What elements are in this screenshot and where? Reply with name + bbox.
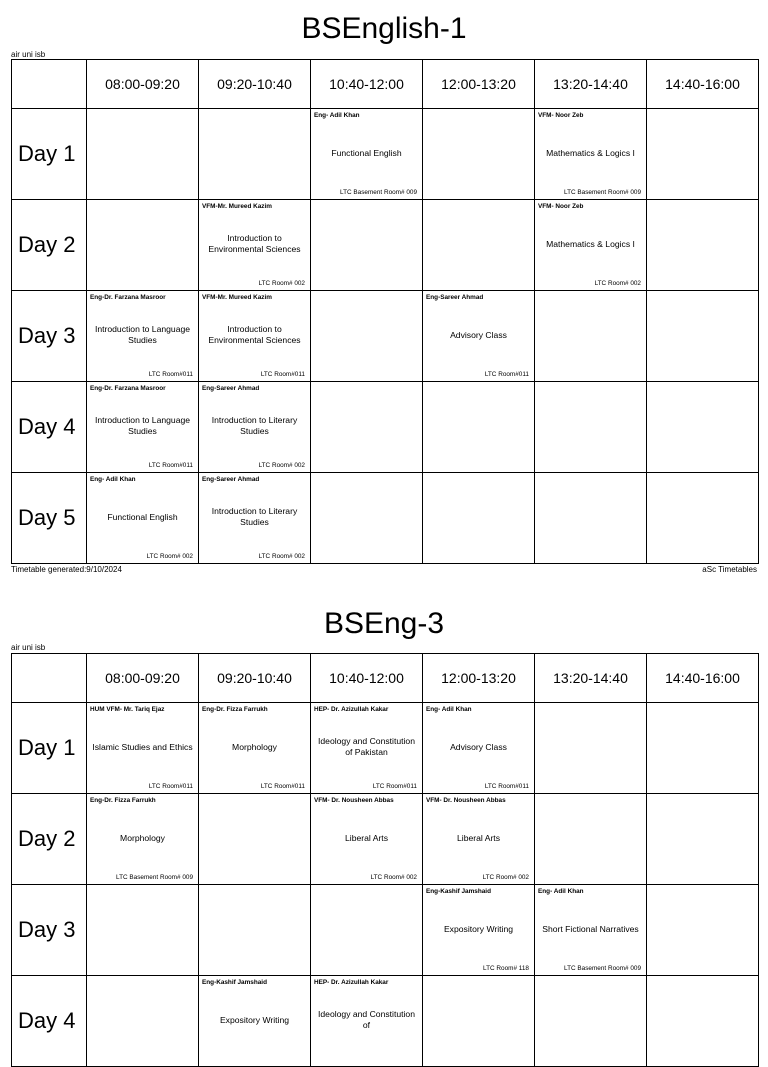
subject-name: Introduction to Language Studies: [94, 324, 191, 345]
empty-cell: [423, 382, 535, 473]
subject-name: Introduction to Literary Studies: [211, 415, 298, 436]
teacher-name: HEP- Dr. Azizullah Kakar: [314, 979, 389, 986]
lesson-cell: [535, 885, 647, 976]
day-label: Day 4: [12, 382, 87, 473]
header-row: [12, 654, 759, 703]
lesson-cell: [535, 200, 647, 291]
room-name: LTC Room#011: [484, 371, 529, 378]
lesson-cell: [87, 703, 199, 794]
empty-cell: [647, 291, 759, 382]
teacher-name: Eng-Kashif Jamshaid: [202, 979, 267, 986]
empty-cell: [535, 703, 647, 794]
subject-name: Morphology: [120, 832, 165, 843]
teacher-name: HUM VFM- Mr. Tariq Ejaz: [90, 706, 165, 713]
subject-name: Advisory Class: [450, 329, 507, 340]
teacher-name: Eng- Adil Khan: [314, 112, 360, 119]
teacher-name: Eng-Dr. Farzana Masroor: [90, 385, 166, 392]
teacher-name: Eng- Adil Khan: [538, 888, 584, 895]
day-label: Day 3: [12, 291, 87, 382]
room-name: LTC Basement Room# 009: [116, 874, 193, 881]
room-name: LTC Room#011: [484, 783, 529, 790]
empty-cell: [535, 794, 647, 885]
room-name: LTC Room# 002: [146, 553, 193, 560]
teacher-name: Eng-Sareer Ahmad: [426, 294, 484, 301]
teacher-name: VFM-Mr. Mureed Kazim: [202, 294, 272, 301]
time-slot-header: 14:40-16:00: [647, 60, 759, 109]
lesson-cell: [423, 794, 535, 885]
day-label: Day 1: [12, 703, 87, 794]
subject-name: Liberal Arts: [457, 832, 500, 843]
lesson-cell: [87, 794, 199, 885]
lesson-cell: [87, 382, 199, 473]
empty-cell: [87, 976, 199, 1067]
teacher-name: Eng-Sareer Ahmad: [202, 476, 260, 483]
time-slot-header: 10:40-12:00: [311, 60, 423, 109]
empty-cell: [87, 109, 199, 200]
room-name: LTC Room# 002: [594, 280, 641, 287]
time-slot-header: 12:00-13:20: [423, 654, 535, 703]
day-row: [12, 885, 759, 976]
empty-cell: [311, 200, 423, 291]
time-slot-header: 08:00-09:20: [87, 60, 199, 109]
lesson-cell: [311, 703, 423, 794]
lesson-cell: [423, 703, 535, 794]
empty-cell: [311, 382, 423, 473]
empty-cell: [423, 976, 535, 1067]
empty-cell: [535, 976, 647, 1067]
day-row: [12, 382, 759, 473]
lesson-cell: [311, 109, 423, 200]
lesson-cell: [87, 291, 199, 382]
room-name: LTC Room# 002: [258, 462, 305, 469]
subject-name: Ideology and Constitution of: [318, 1009, 415, 1030]
lesson-cell: [199, 703, 311, 794]
empty-cell: [199, 885, 311, 976]
header-row: [12, 60, 759, 109]
teacher-name: Eng-Kashif Jamshaid: [426, 888, 491, 895]
subject-name: Short Fictional Narratives: [542, 923, 639, 934]
day-row: [12, 291, 759, 382]
empty-cell: [647, 976, 759, 1067]
corner-cell: [12, 654, 87, 703]
lesson-cell: [311, 794, 423, 885]
subject-name: Islamic Studies and Ethics: [92, 741, 193, 752]
time-slot-header: 13:20-14:40: [535, 654, 647, 703]
empty-cell: [199, 109, 311, 200]
room-name: LTC Basement Room# 009: [564, 965, 641, 972]
empty-cell: [423, 109, 535, 200]
empty-cell: [199, 794, 311, 885]
room-name: LTC Room#011: [148, 783, 193, 790]
time-slot-header: 09:20-10:40: [199, 654, 311, 703]
footer-brand: aSc Timetables: [702, 565, 757, 574]
timetable-grid: [11, 653, 759, 1067]
lesson-cell: [423, 885, 535, 976]
lesson-cell: [311, 976, 423, 1067]
subject-name: Morphology: [232, 741, 277, 752]
subject-name: Expository Writing: [219, 1014, 290, 1025]
day-label: Day 5: [12, 473, 87, 564]
day-label: Day 4: [12, 976, 87, 1067]
empty-cell: [535, 382, 647, 473]
day-label: Day 2: [12, 200, 87, 291]
lesson-cell: [87, 473, 199, 564]
timetable-title: BSEnglish-1: [301, 12, 467, 45]
room-name: LTC Room# 002: [482, 874, 529, 881]
subject-name: Expository Writing: [443, 923, 514, 934]
teacher-name: Eng- Adil Khan: [426, 706, 472, 713]
room-name: LTC Room#011: [260, 371, 305, 378]
subject-name: Functional English: [331, 147, 402, 158]
subject-name: Introduction to Language Studies: [94, 415, 191, 436]
empty-cell: [87, 885, 199, 976]
empty-cell: [311, 291, 423, 382]
room-name: LTC Room# 002: [258, 280, 305, 287]
empty-cell: [647, 885, 759, 976]
time-slot-header: 14:40-16:00: [647, 654, 759, 703]
school-name: air uni isb: [11, 643, 46, 652]
teacher-name: Eng-Dr. Farzana Masroor: [90, 294, 166, 301]
time-slot-header: 10:40-12:00: [311, 654, 423, 703]
corner-cell: [12, 60, 87, 109]
empty-cell: [647, 703, 759, 794]
time-slot-header: 13:20-14:40: [535, 60, 647, 109]
empty-cell: [423, 473, 535, 564]
lesson-cell: [199, 291, 311, 382]
timetable-grid: [11, 59, 759, 564]
empty-cell: [647, 794, 759, 885]
day-label: Day 1: [12, 109, 87, 200]
lesson-cell: [199, 200, 311, 291]
room-name: LTC Room# 002: [370, 874, 417, 881]
teacher-name: VFM- Dr. Nousheen Abbas: [426, 797, 506, 804]
day-row: [12, 200, 759, 291]
room-name: LTC Room#011: [148, 371, 193, 378]
subject-name: Mathematics & Logics I: [546, 238, 635, 249]
subject-name: Functional English: [107, 511, 178, 522]
teacher-name: VFM- Dr. Nousheen Abbas: [314, 797, 394, 804]
teacher-name: Eng-Sareer Ahmad: [202, 385, 260, 392]
lesson-cell: [199, 473, 311, 564]
room-name: LTC Basement Room# 009: [564, 189, 641, 196]
empty-cell: [311, 885, 423, 976]
lesson-cell: [423, 291, 535, 382]
empty-cell: [647, 382, 759, 473]
lesson-cell: [535, 109, 647, 200]
footer-generated: Timetable generated:9/10/2024: [11, 565, 122, 574]
empty-cell: [535, 473, 647, 564]
day-row: [12, 473, 759, 564]
room-name: LTC Basement Room# 009: [340, 189, 417, 196]
subject-name: Introduction to Literary Studies: [211, 506, 298, 527]
empty-cell: [535, 291, 647, 382]
room-name: LTC Room#011: [372, 783, 417, 790]
empty-cell: [311, 473, 423, 564]
lesson-cell: [199, 976, 311, 1067]
room-name: LTC Room# 118: [483, 965, 529, 972]
teacher-name: VFM- Noor Zeb: [538, 203, 584, 210]
empty-cell: [423, 200, 535, 291]
school-name: air uni isb: [11, 50, 46, 59]
teacher-name: Eng- Adil Khan: [90, 476, 136, 483]
teacher-name: VFM- Noor Zeb: [538, 112, 584, 119]
day-row: [12, 794, 759, 885]
subject-name: Advisory Class: [450, 741, 507, 752]
room-name: LTC Room# 002: [258, 553, 305, 560]
teacher-name: Eng-Dr. Fizza Farrukh: [202, 706, 268, 713]
teacher-name: HEP- Dr. Azizullah Kakar: [314, 706, 389, 713]
subject-name: Mathematics & Logics I: [546, 147, 635, 158]
empty-cell: [647, 473, 759, 564]
day-label: Day 3: [12, 885, 87, 976]
time-slot-header: 09:20-10:40: [199, 60, 311, 109]
time-slot-header: 12:00-13:20: [423, 60, 535, 109]
subject-name: Liberal Arts: [345, 832, 388, 843]
subject-name: Introduction to Environmental Sciences: [208, 233, 301, 254]
teacher-name: VFM-Mr. Mureed Kazim: [202, 203, 272, 210]
day-row: [12, 976, 759, 1067]
teacher-name: Eng-Dr. Fizza Farrukh: [90, 797, 156, 804]
timetable-title: BSEng-3: [323, 607, 445, 640]
subject-name: Introduction to Environmental Sciences: [208, 324, 301, 345]
room-name: LTC Room#011: [260, 783, 305, 790]
time-slot-header: 08:00-09:20: [87, 654, 199, 703]
lesson-cell: [199, 382, 311, 473]
subject-name: Ideology and Constitution of Pakistan: [318, 736, 415, 757]
day-row: [12, 109, 759, 200]
day-row: [12, 703, 759, 794]
day-label: Day 2: [12, 794, 87, 885]
room-name: LTC Room#011: [148, 462, 193, 469]
empty-cell: [647, 200, 759, 291]
empty-cell: [87, 200, 199, 291]
empty-cell: [647, 109, 759, 200]
